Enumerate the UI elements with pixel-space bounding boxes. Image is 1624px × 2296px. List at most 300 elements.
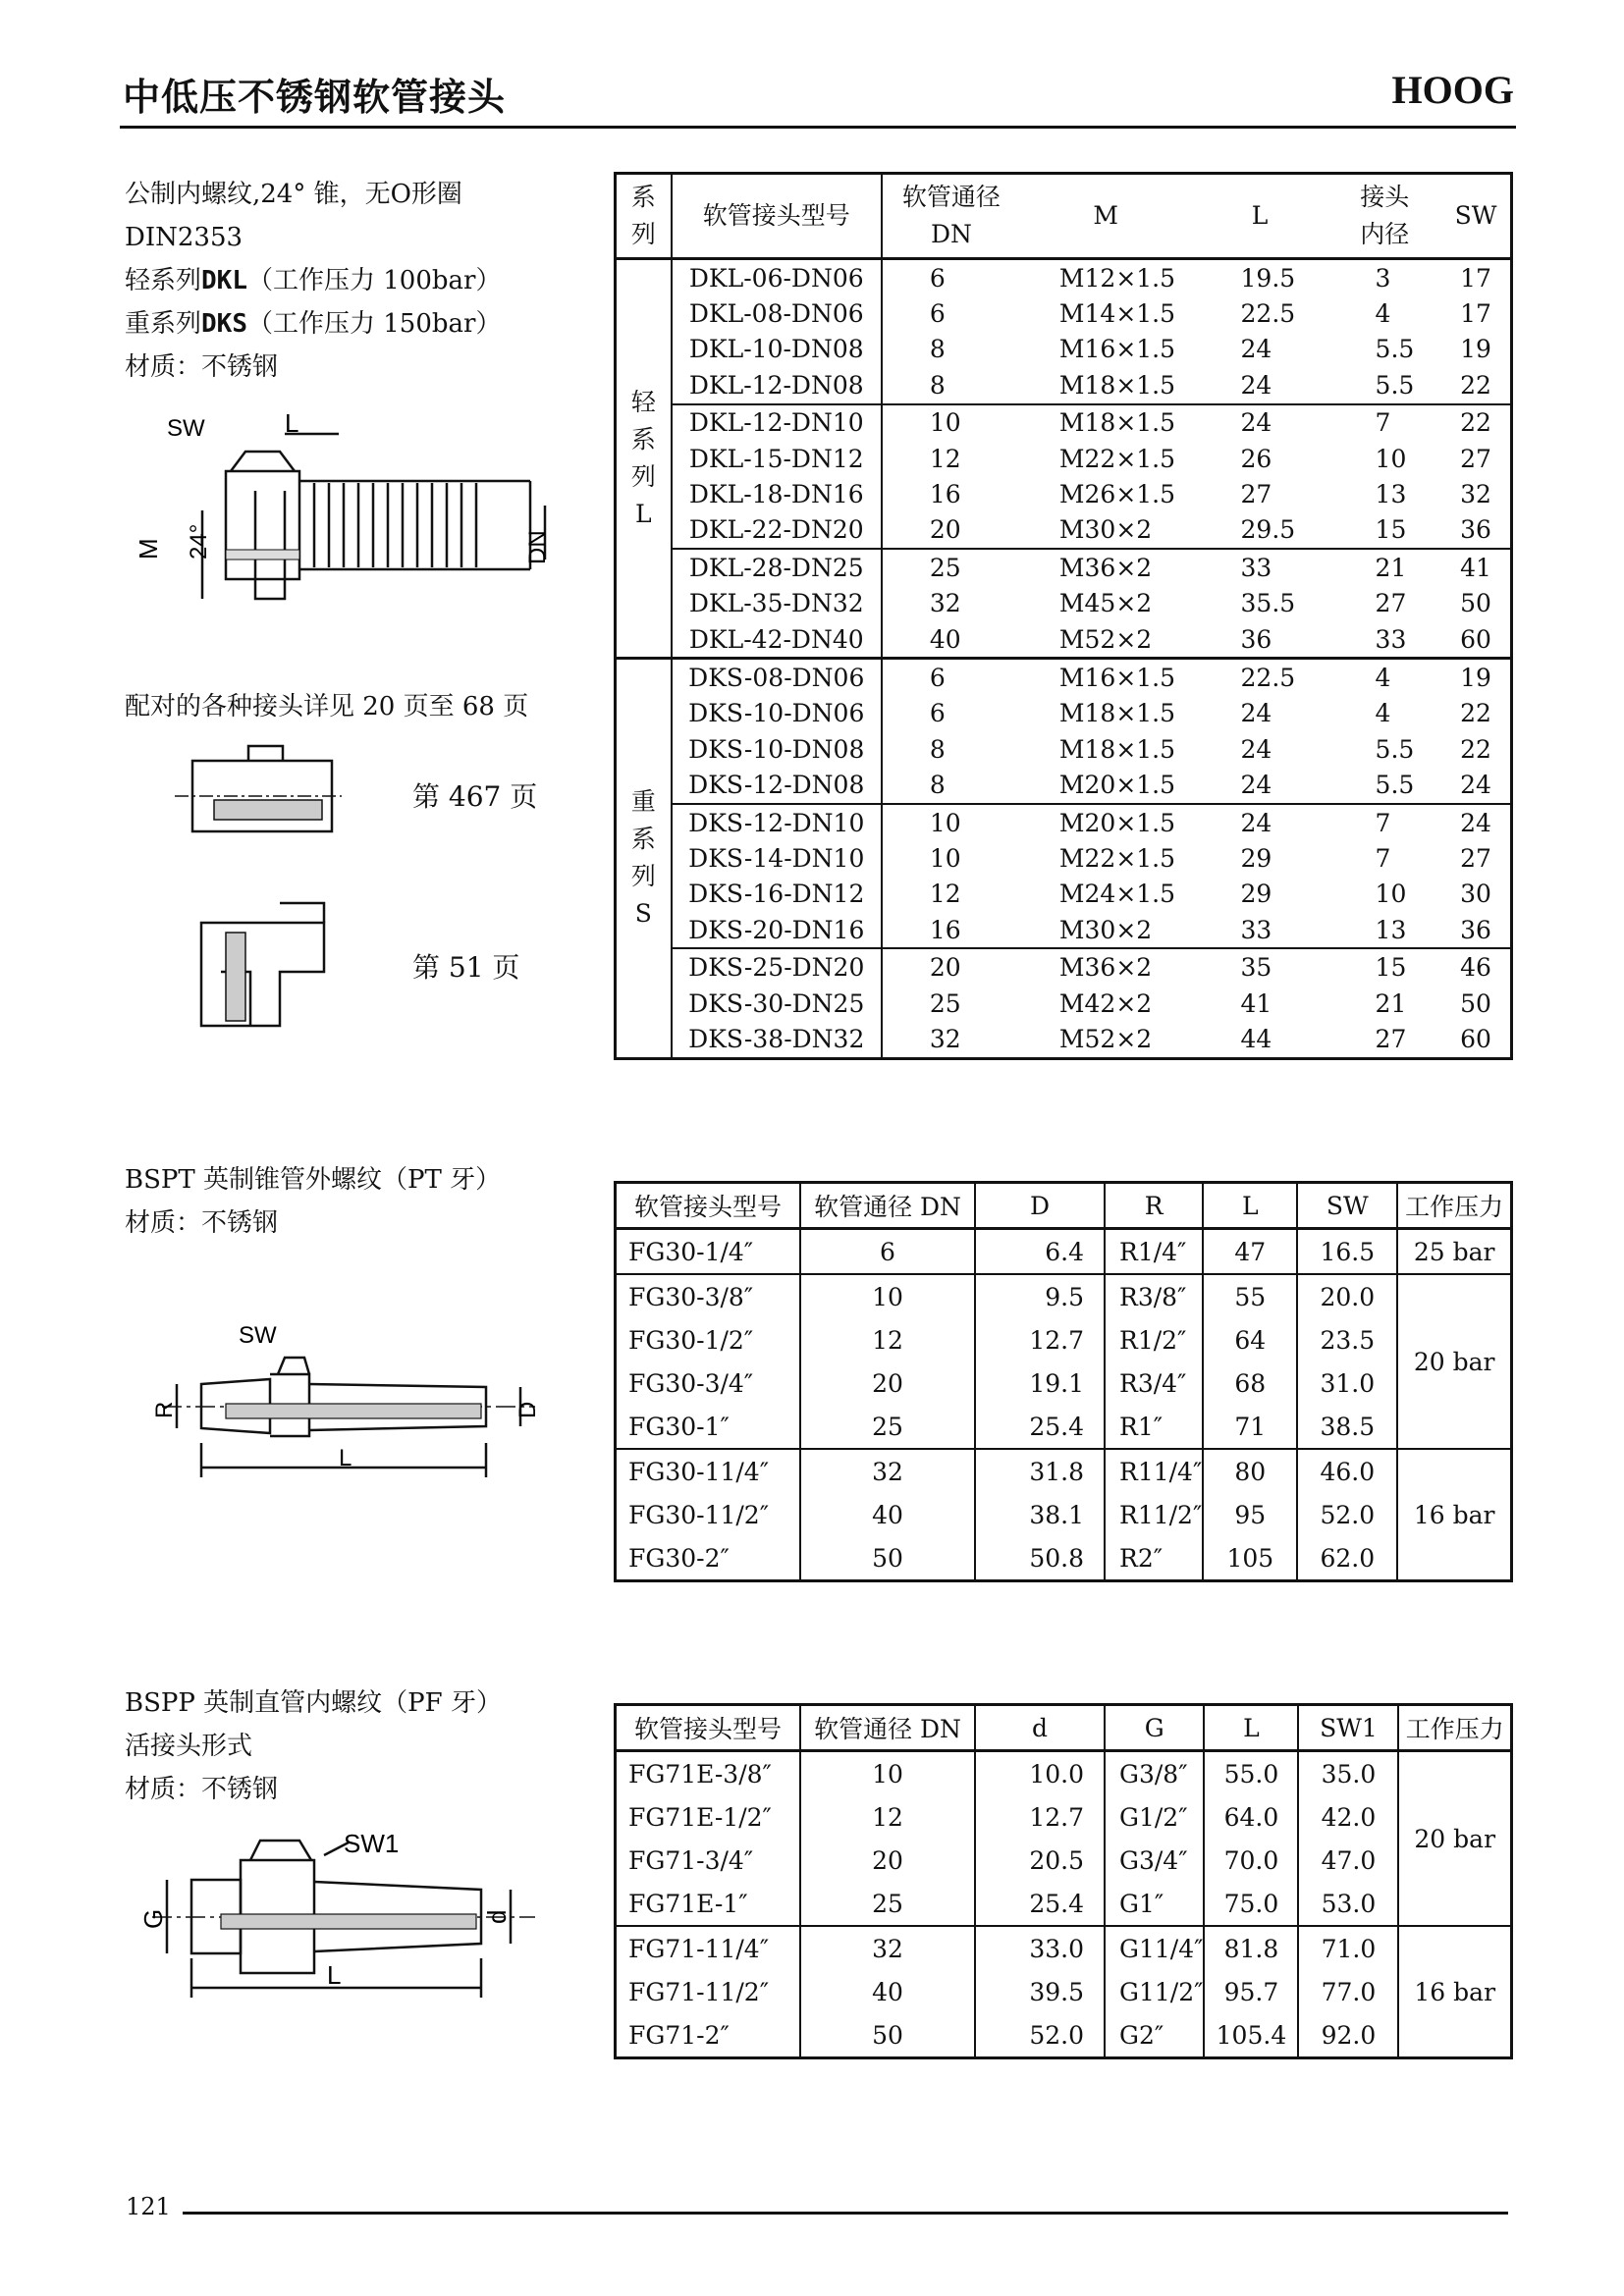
col-l: L	[1203, 1183, 1297, 1229]
cell-sw: 36	[1460, 915, 1491, 944]
brand-logo-text: HOOG	[1391, 68, 1514, 112]
cell-dn: 8	[929, 734, 946, 764]
table-row	[616, 1926, 1512, 1970]
label-l: L	[285, 408, 299, 438]
table-row	[616, 295, 1512, 331]
cell-bore: 4	[1375, 699, 1391, 728]
col-r: R	[1105, 1183, 1203, 1229]
table-row	[616, 1318, 1512, 1362]
col-sw: SW	[1297, 1183, 1397, 1229]
desc-line: 活接头形式	[125, 1732, 253, 1761]
cell-m: M42×2	[1058, 988, 1153, 1018]
cell-d: 50.8	[1029, 1543, 1084, 1573]
cell-d: 9.5	[975, 1274, 1105, 1318]
cell-model: DKS-10-DN08	[672, 731, 882, 767]
label-angle: 24°	[186, 523, 212, 560]
col-pressure: 工作压力	[1398, 1705, 1511, 1751]
cell-sw: 19	[1460, 335, 1491, 364]
cell-bore: 13	[1375, 915, 1407, 944]
cell-d: 10.0	[1029, 1759, 1084, 1789]
cell-sw: 23.5	[1297, 1318, 1397, 1362]
cell-sw: 22	[1460, 370, 1491, 400]
cell-bore: 5.5	[1375, 370, 1415, 400]
table-row	[616, 621, 1512, 659]
cell-model: DKS-16-DN12	[672, 877, 882, 912]
table-row	[616, 404, 1512, 441]
table-row	[616, 1970, 1512, 2013]
fitting-drawing-bspt	[142, 1320, 545, 1492]
cell-sw: 62.0	[1297, 1536, 1397, 1581]
cell-bore: 7	[1375, 843, 1391, 873]
cell-model: DKL-06-DN06	[672, 259, 882, 296]
cell-dn: 12	[800, 1318, 975, 1362]
table-row	[616, 696, 1512, 731]
cell-dn: 20	[800, 1362, 975, 1405]
series-label	[616, 659, 672, 1058]
cell-thread: G11/4″	[1105, 1926, 1204, 1970]
cell-l: 24	[1240, 771, 1272, 800]
cell-bore: 4	[1375, 299, 1391, 329]
cell-model: DKS-25-DN20	[672, 948, 882, 985]
cell-bore: 10	[1375, 880, 1407, 909]
col-series: 系 列	[616, 174, 672, 259]
cell-model: FG30-1/4″	[616, 1229, 801, 1275]
cell-sw: 71.0	[1298, 1926, 1398, 1970]
cell-model: DKL-42-DN40	[672, 621, 882, 659]
cell-model: DKS-30-DN25	[672, 986, 882, 1021]
table-row	[616, 986, 1512, 1021]
cell-model: FG30-2″	[616, 1536, 801, 1581]
cell-l: 95.7	[1204, 1970, 1298, 2013]
cell-sw: 24	[1460, 771, 1491, 800]
cell-thread: R1″	[1105, 1405, 1203, 1449]
desc-line: 重系列DKS（工作压力 150bar）	[125, 309, 502, 339]
cell-bore: 5.5	[1375, 734, 1415, 764]
cell-bore: 7	[1328, 804, 1442, 840]
cell-d: 12.7	[1029, 1325, 1084, 1355]
cell-m: M18×1.5	[1020, 404, 1192, 441]
cell-d: 52.0	[1029, 2020, 1084, 2050]
adapter-drawing-straight	[175, 741, 342, 849]
table-row	[616, 1274, 1512, 1318]
cell-sw: 52.0	[1297, 1493, 1397, 1536]
cell-sw: 16.5	[1297, 1229, 1397, 1275]
cell-sw: 92.0	[1298, 2013, 1398, 2058]
cell-dn: 25	[800, 1882, 975, 1926]
cell-bore: 15	[1328, 948, 1442, 985]
cell-d: 25.4	[1029, 1412, 1084, 1441]
cell-m: M18×1.5	[1058, 734, 1176, 764]
cell-sw: 27	[1460, 444, 1491, 473]
cell-l: 33	[1192, 549, 1328, 585]
cell-sw: 32	[1460, 480, 1491, 509]
cell-l: 26	[1240, 444, 1272, 473]
cell-m: M52×2	[1058, 624, 1153, 654]
desc-line: DIN2353	[125, 223, 244, 252]
cell-bore: 27	[1375, 1024, 1407, 1053]
cell-m: M14×1.5	[1058, 299, 1176, 329]
cell-model: FG71-11/4″	[616, 1926, 801, 1970]
cell-model: DKS-14-DN10	[672, 840, 882, 876]
col-l: L	[1192, 174, 1328, 259]
cell-d: 33.0	[975, 1926, 1105, 1970]
cell-dn: 20	[800, 1839, 975, 1882]
cell-model: FG30-1″	[616, 1405, 801, 1449]
table-row	[616, 512, 1512, 549]
cell-l: 19.5	[1240, 263, 1296, 293]
cell-sw: 60	[1460, 1024, 1491, 1053]
cell-m: M16×1.5	[1020, 659, 1192, 696]
cell-l: 33	[1240, 915, 1272, 944]
col-bore: 接头 内径	[1328, 174, 1442, 259]
cell-model: DKL-15-DN12	[672, 441, 882, 476]
col-g: G	[1105, 1705, 1204, 1751]
cell-sw: 17	[1460, 299, 1491, 329]
page-ref-51: 第 51 页	[412, 951, 520, 984]
cell-d: 31.8	[975, 1449, 1105, 1493]
cell-dn: 12	[929, 880, 961, 909]
cell-bore: 10	[1375, 444, 1407, 473]
cell-sw: 22	[1460, 699, 1491, 728]
table-row	[616, 259, 1512, 296]
cell-sw: 30	[1460, 880, 1491, 909]
cell-m: M12×1.5	[1058, 263, 1176, 293]
cell-d: 6.4	[1045, 1237, 1084, 1266]
cell-pressure: 16 bar	[1398, 1926, 1511, 2058]
cell-m: M22×1.5	[1058, 843, 1176, 873]
cell-l: 44	[1240, 1024, 1272, 1053]
cell-model: FG71-2″	[616, 2013, 801, 2058]
page-ref-467: 第 467 页	[412, 780, 538, 813]
cell-m: M45×2	[1058, 589, 1153, 618]
cell-l: 68	[1203, 1362, 1297, 1405]
page-number: 121	[126, 2193, 171, 2220]
col-pressure: 工作压力	[1397, 1183, 1511, 1229]
cell-thread: G1″	[1105, 1882, 1204, 1926]
cell-dn: 32	[929, 589, 961, 618]
cell-bore: 3	[1375, 263, 1391, 293]
cell-sw: 22	[1460, 734, 1491, 764]
cell-thread: R11/2″	[1105, 1493, 1203, 1536]
header-rule	[120, 126, 1516, 129]
table-row	[616, 441, 1512, 476]
cell-model: FG30-3/8″	[616, 1274, 801, 1318]
label-m: M	[134, 538, 163, 560]
cell-l: 55.0	[1204, 1751, 1298, 1796]
cell-pressure: 20 bar	[1397, 1274, 1511, 1449]
page-title: 中低压不锈钢软管接头	[123, 76, 507, 119]
cell-pressure: 20 bar	[1398, 1751, 1511, 1927]
cell-dn: 32	[929, 1024, 961, 1053]
cell-sw: 46.0	[1297, 1449, 1397, 1493]
cell-dn: 40	[800, 1970, 975, 2013]
table-row	[616, 1021, 1512, 1058]
cell-d: 19.1	[1029, 1368, 1084, 1398]
label-d: d	[482, 1909, 512, 1924]
cell-dn: 6	[929, 699, 946, 728]
label-sw1: SW1	[344, 1829, 400, 1858]
cell-sw: 24	[1441, 804, 1511, 840]
col-m: M	[1020, 174, 1192, 259]
cell-model: DKS-20-DN16	[672, 912, 882, 948]
table-row	[616, 1362, 1512, 1405]
cell-thread: R3/8″	[1105, 1274, 1203, 1318]
cell-model: FG30-3/4″	[616, 1362, 801, 1405]
table-row	[616, 2013, 1512, 2058]
cell-bore: 5.5	[1375, 335, 1415, 364]
cell-pressure: 16 bar	[1397, 1449, 1511, 1581]
label-l: L	[327, 1960, 342, 1990]
table-row	[616, 912, 1512, 948]
cell-l: 47	[1203, 1229, 1297, 1275]
cell-thread: G2″	[1105, 2013, 1204, 2058]
cell-l: 95	[1203, 1493, 1297, 1536]
table-row	[616, 804, 1512, 840]
cell-thread: R1/2″	[1105, 1318, 1203, 1362]
cell-dn: 20	[882, 948, 1020, 985]
cell-m: M22×1.5	[1058, 444, 1176, 473]
bspp-spec-table	[614, 1703, 1513, 2059]
cell-thread: G1/2″	[1105, 1795, 1204, 1839]
cell-thread: R3/4″	[1105, 1362, 1203, 1405]
series-label	[616, 259, 672, 659]
cell-l: 36	[1240, 624, 1272, 654]
cell-sw: 38.5	[1297, 1405, 1397, 1449]
table-row	[616, 1882, 1512, 1926]
cell-l: 29.5	[1240, 515, 1296, 545]
cell-model: FG30-11/4″	[616, 1449, 801, 1493]
cell-model: FG71E-1/2″	[616, 1795, 801, 1839]
cell-model: DKL-18-DN16	[672, 476, 882, 511]
dkl-dks-spec-table	[614, 172, 1513, 1060]
cell-sw: 41	[1441, 549, 1511, 585]
series-char: L	[635, 500, 652, 529]
cell-l: 29	[1240, 843, 1272, 873]
cell-dn: 6	[800, 1229, 975, 1275]
cell-model: DKL-35-DN32	[672, 586, 882, 621]
cell-dn: 40	[929, 624, 961, 654]
cell-l: 71	[1203, 1405, 1297, 1449]
cell-sw: 60	[1460, 624, 1491, 654]
section1-description	[125, 173, 501, 389]
col-d: D	[975, 1183, 1105, 1229]
cell-dn: 10	[929, 843, 961, 873]
cell-thread: G3/4″	[1105, 1839, 1204, 1882]
col-dn: 软管通径 DN	[882, 174, 1020, 259]
cell-m: M24×1.5	[1058, 880, 1176, 909]
col-dn: 软管通径 DN	[800, 1183, 975, 1229]
cell-l: 75.0	[1204, 1882, 1298, 1926]
cell-d: 25.4	[1029, 1889, 1084, 1918]
cell-model: DKL-12-DN08	[672, 367, 882, 403]
cell-sw: 77.0	[1298, 1970, 1398, 2013]
table-row	[616, 1229, 1512, 1275]
cell-l: 70.0	[1204, 1839, 1298, 1882]
cell-sw: 36	[1460, 515, 1491, 545]
cell-dn: 6	[929, 263, 946, 293]
col-dn: 软管通径 DN	[800, 1705, 975, 1751]
table-row	[616, 476, 1512, 511]
cell-d: 20.5	[1029, 1845, 1084, 1875]
series-char: 系	[630, 825, 656, 854]
cell-bore: 15	[1375, 515, 1407, 545]
cell-dn: 12	[929, 444, 961, 473]
table-row	[616, 1536, 1512, 1581]
cell-l: 22.5	[1192, 659, 1328, 696]
cell-m: M18×1.5	[1058, 699, 1176, 728]
table-row	[616, 767, 1512, 803]
cell-thread: R11/4″	[1105, 1449, 1203, 1493]
cell-bore: 21	[1328, 549, 1442, 585]
cell-m: M30×2	[1058, 915, 1153, 944]
cell-d: 39.5	[1029, 1977, 1084, 2006]
table-row	[616, 948, 1512, 985]
cell-dn: 16	[929, 480, 961, 509]
cell-sw: 53.0	[1298, 1882, 1398, 1926]
cell-dn: 12	[800, 1795, 975, 1839]
cell-dn: 8	[929, 771, 946, 800]
cell-m: M36×2	[1020, 948, 1192, 985]
cell-bore: 7	[1328, 404, 1442, 441]
desc-line: BSPP 英制直管内螺纹（PF 牙）	[125, 1688, 502, 1718]
col-d: d	[975, 1705, 1105, 1751]
footer-rule	[183, 2212, 1508, 2215]
cell-d: 38.1	[1029, 1500, 1084, 1529]
cell-model: DKS-38-DN32	[672, 1021, 882, 1058]
cell-d: 12.7	[1029, 1802, 1084, 1832]
table-row	[616, 1405, 1512, 1449]
table-row	[616, 1795, 1512, 1839]
table-row	[616, 877, 1512, 912]
cell-dn: 10	[800, 1751, 975, 1796]
cell-model: DKS-12-DN10	[672, 804, 882, 840]
cell-m: M16×1.5	[1058, 335, 1176, 364]
label-g: G	[138, 1908, 168, 1929]
cell-l: 64	[1203, 1318, 1297, 1362]
cell-l: 105.4	[1204, 2013, 1298, 2058]
cell-l: 24	[1240, 335, 1272, 364]
cell-dn: 50	[800, 2013, 975, 2058]
cell-sw: 50	[1460, 589, 1491, 618]
col-sw: SW	[1441, 174, 1511, 259]
cell-l: 81.8	[1204, 1926, 1298, 1970]
cell-model: DKS-08-DN06	[672, 659, 882, 696]
cell-model: FG71-3/4″	[616, 1839, 801, 1882]
cell-bore: 21	[1375, 988, 1407, 1018]
cell-dn: 25	[882, 549, 1020, 585]
adapter-drawing-elbow	[196, 893, 344, 1031]
cell-dn: 32	[800, 1449, 975, 1493]
fitting-drawing-dkl	[134, 408, 551, 623]
bspt-spec-table	[614, 1181, 1513, 1582]
table-row	[616, 1839, 1512, 1882]
cell-thread: G11/2″	[1105, 1970, 1204, 2013]
cell-dn: 10	[882, 804, 1020, 840]
desc-line: 材质：不锈钢	[125, 352, 279, 382]
series-char: 重	[630, 787, 656, 817]
table-row	[616, 1751, 1512, 1796]
cell-sw: 47.0	[1298, 1839, 1398, 1882]
cell-model: DKS-10-DN06	[672, 696, 882, 731]
label-l: L	[339, 1445, 352, 1471]
cell-model: FG71E-1″	[616, 1882, 801, 1926]
table-row	[616, 1449, 1512, 1493]
cell-sw: 27	[1460, 843, 1491, 873]
col-l: L	[1204, 1705, 1298, 1751]
cell-m: M30×2	[1058, 515, 1153, 545]
cell-m: M20×1.5	[1058, 771, 1176, 800]
label-dn: DN	[524, 530, 551, 564]
table-row	[616, 367, 1512, 403]
desc-line: 公制内螺纹,24° 锥，无O形圈	[125, 180, 462, 209]
cell-dn: 50	[800, 1536, 975, 1581]
cell-sw: 31.0	[1297, 1362, 1397, 1405]
cell-m: M36×2	[1020, 549, 1192, 585]
cell-l: 24	[1240, 734, 1272, 764]
series-char: 轻	[630, 388, 656, 417]
cell-pressure: 25 bar	[1397, 1229, 1511, 1275]
cell-model: FG30-1/2″	[616, 1318, 801, 1362]
cell-model: DKL-28-DN25	[672, 549, 882, 585]
pairing-note: 配对的各种接头详见 20 页至 68 页	[125, 692, 529, 721]
series-char: 列	[630, 862, 656, 891]
cell-l: 24	[1240, 699, 1272, 728]
cell-l: 27	[1240, 480, 1272, 509]
cell-bore: 33	[1375, 624, 1407, 654]
cell-l: 41	[1240, 988, 1272, 1018]
cell-bore: 13	[1375, 480, 1407, 509]
cell-sw: 19	[1441, 659, 1511, 696]
cell-m: M26×1.5	[1058, 480, 1176, 509]
cell-dn: 16	[929, 915, 961, 944]
cell-l: 80	[1203, 1449, 1297, 1493]
cell-l: 35.5	[1240, 589, 1296, 618]
col-sw1: SW1	[1298, 1705, 1398, 1751]
cell-sw: 42.0	[1298, 1795, 1398, 1839]
cell-model: DKL-22-DN20	[672, 512, 882, 549]
cell-model: DKS-12-DN08	[672, 767, 882, 803]
cell-sw: 35.0	[1298, 1751, 1398, 1796]
section3-description	[125, 1682, 502, 1811]
cell-thread: G3/8″	[1105, 1751, 1204, 1796]
desc-line: BSPT 英制锥管外螺纹（PT 牙）	[125, 1165, 502, 1195]
cell-model: FG71-11/2″	[616, 1970, 801, 2013]
desc-line: 材质：不锈钢	[125, 1775, 279, 1804]
cell-sw: 20.0	[1297, 1274, 1397, 1318]
cell-sw: 50	[1460, 988, 1491, 1018]
cell-thread: R1/4″	[1105, 1229, 1203, 1275]
cell-bore: 27	[1375, 589, 1407, 618]
desc-line: 轻系列DKL（工作压力 100bar）	[125, 266, 502, 295]
cell-bore: 4	[1328, 659, 1442, 696]
label-r: R	[151, 1401, 178, 1418]
cell-dn: 20	[929, 515, 961, 545]
cell-l: 35	[1192, 948, 1328, 985]
cell-sw: 22	[1441, 404, 1511, 441]
cell-bore: 5.5	[1375, 771, 1415, 800]
col-model: 软管接头型号	[616, 1183, 801, 1229]
desc-line: 材质：不锈钢	[125, 1208, 279, 1238]
table-row	[616, 840, 1512, 876]
col-model: 软管接头型号	[672, 174, 882, 259]
cell-dn: 32	[800, 1926, 975, 1970]
cell-l: 24	[1240, 370, 1272, 400]
cell-dn: 25	[800, 1405, 975, 1449]
cell-dn: 6	[882, 659, 1020, 696]
cell-l: 64.0	[1204, 1795, 1298, 1839]
cell-dn: 6	[929, 299, 946, 329]
cell-l: 55	[1203, 1274, 1297, 1318]
